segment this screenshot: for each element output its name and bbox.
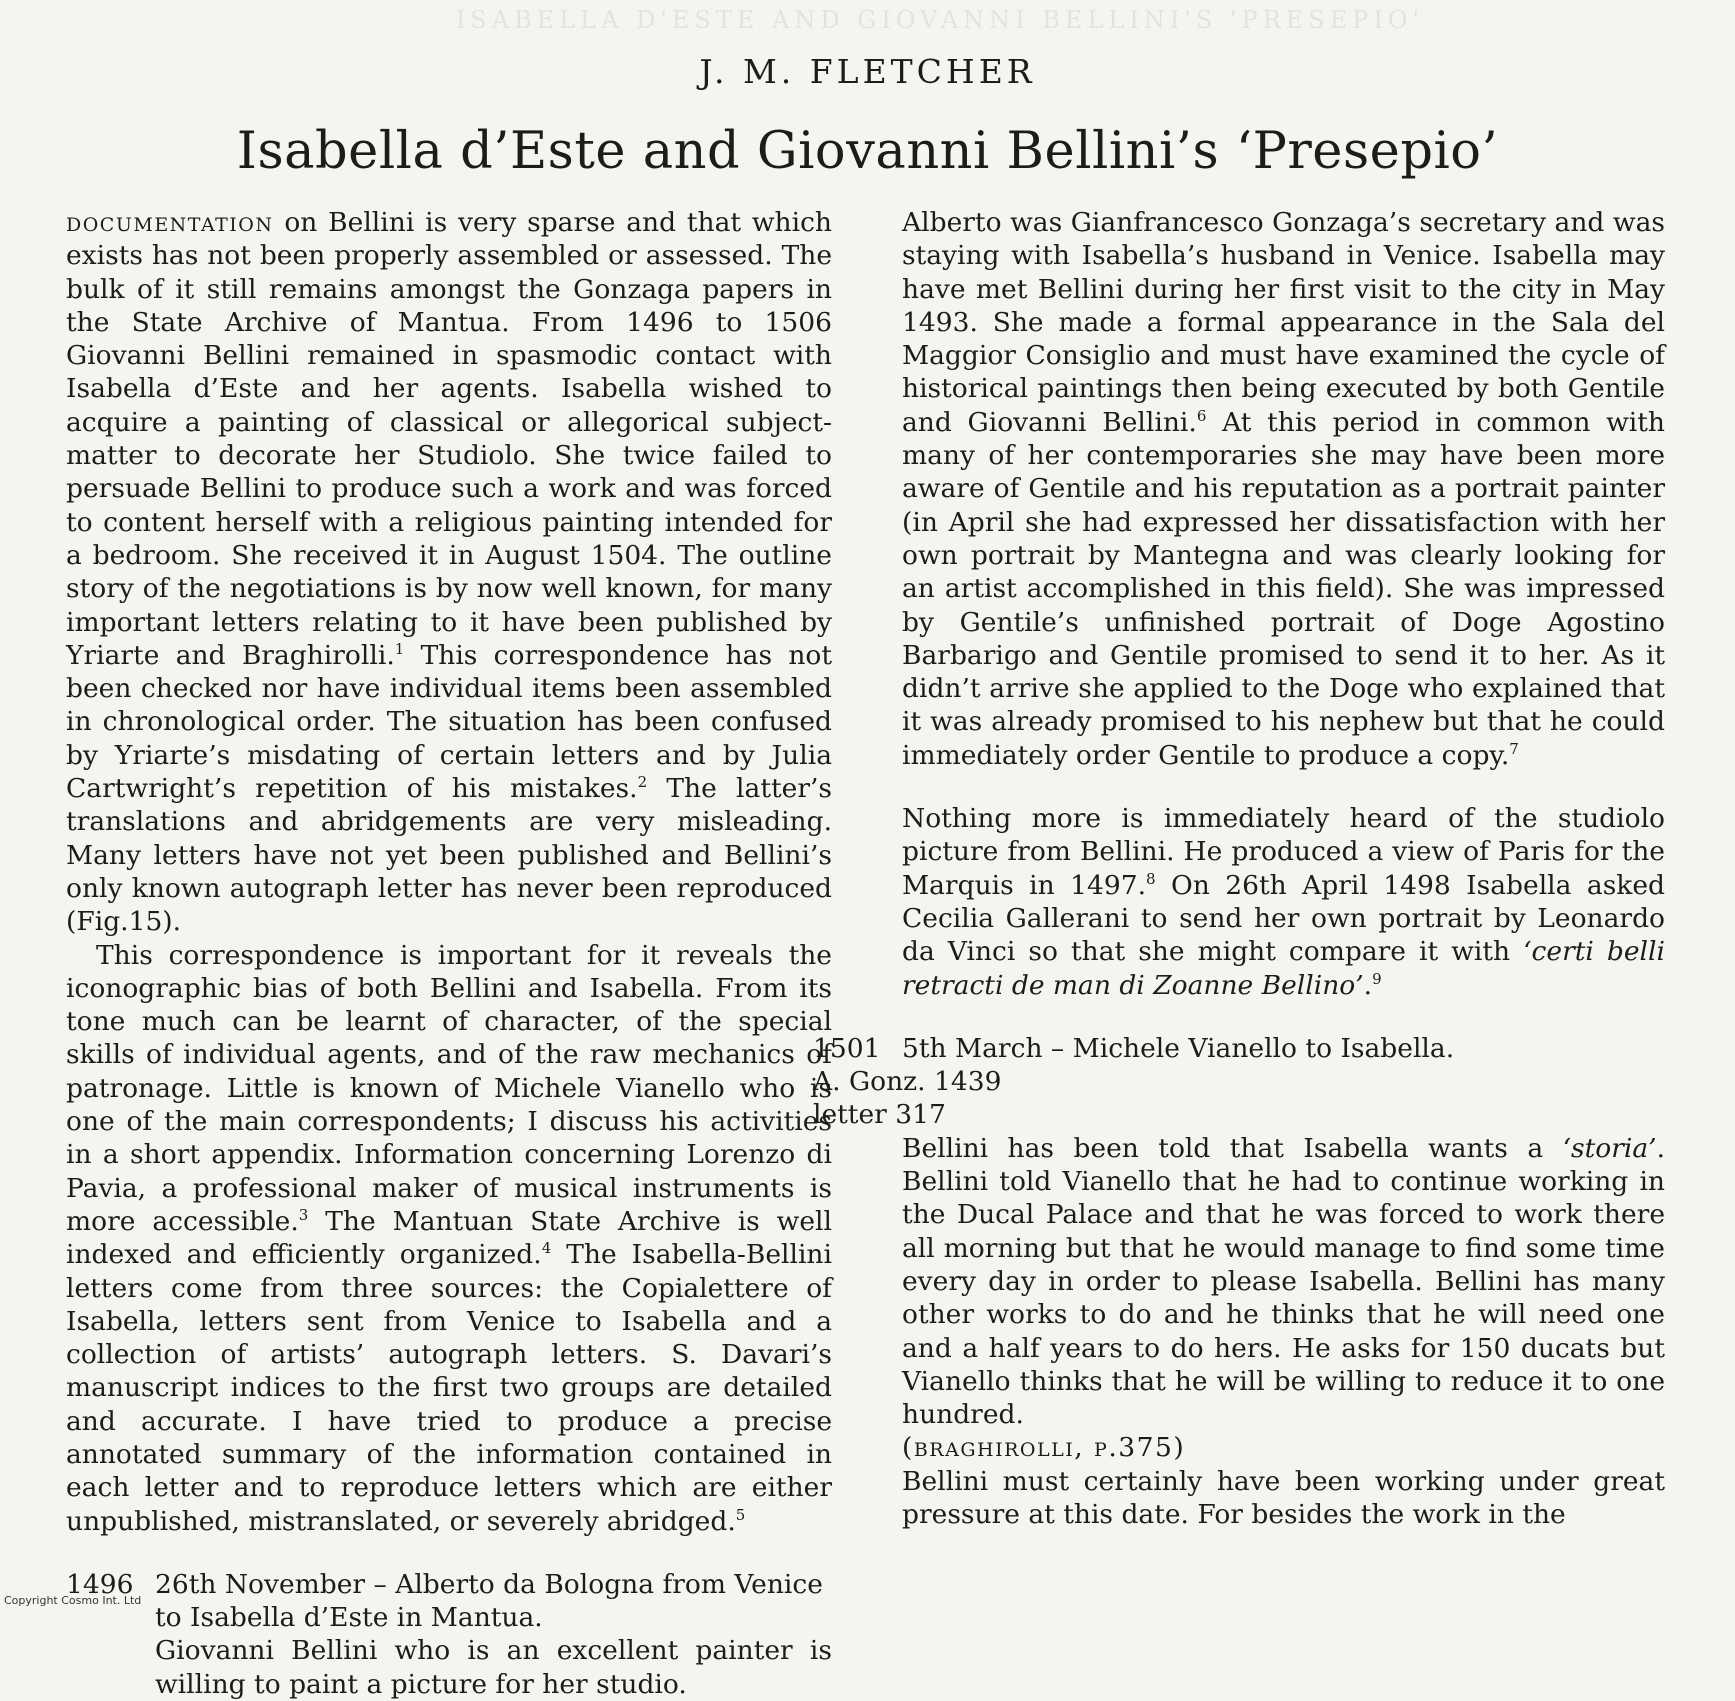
- copyright-watermark: Copyright Cosmo Int. Ltd: [4, 1594, 142, 1607]
- body-paragraph: Bellini must certainly have been working under great pressure at this date. For besides the work in the: [902, 1465, 1665, 1530]
- right-p2-end: .: [1363, 969, 1373, 1001]
- footnote-ref[interactable]: 4: [541, 1239, 552, 1258]
- para2-text-b: The Mantuan State Archive is well indexed and efficiently organized.: [66, 1205, 833, 1271]
- footnote-ref[interactable]: 1: [394, 640, 405, 659]
- footnote-ref[interactable]: 7: [1509, 739, 1519, 758]
- bleed-through-running-head: ISABELLA D'ESTE AND GIOVANNI BELLINI'S 'PRESEPIO': [455, 6, 1425, 34]
- italic-quote: ‘certi belli retracti de man di Zoanne Bellino’: [902, 936, 1665, 1001]
- intro-text-b: This correspondence has not been checked nor have individual items been assembled in chronological order. The situation has been confused by Yriarte’s misdating of certain letters and by Julia Cartwright’s repetition of his mistakes.: [66, 639, 832, 805]
- entry-year: 1501: [813, 1032, 881, 1064]
- archive-ref-line: letter 317: [813, 1099, 946, 1131]
- intro-text-c: The latter’s translations and abridgements are very misleading. Many letters have not yet been published and Bellini’s only known autograph letter has never been reproduced (Fig.15).: [66, 773, 833, 938]
- entry-summary: [902, 1132, 1665, 1432]
- right-p1-text-b: At this period in common with many of her contemporaries she may have been more aware of Gentile and his reputation as a portrait painter (in April she had expressed her dissatisfaction with her own portrait by Mantegna and was clearly looking for an artist accomplished in this field). She was impressed by Gentile’s unfinished portrait of Doge Agostino Barbarigo and Gentile promised to send it to her. As it didn’t arrive she applied to the Doge who explained that it was already promised to his nephew but that he could immediately order Gentile to produce a copy.: [902, 406, 1665, 771]
- author-name: J. M. FLETCHER: [699, 52, 1036, 91]
- footnote-ref[interactable]: 9: [1372, 969, 1382, 988]
- entry-heading: 26th November – Alberto da Bologna from Venice to Isabella d’Este in Mantua.: [155, 1568, 823, 1634]
- letter-entry: [66, 1568, 832, 1701]
- footnote-ref[interactable]: 8: [1146, 869, 1156, 888]
- letter-entry: [813, 1032, 1665, 1132]
- body-paragraph: [66, 939, 832, 1538]
- entry-heading: 5th March – Michele Vianello to Isabella.: [902, 1032, 1455, 1064]
- footnote-ref[interactable]: 3: [298, 1206, 309, 1225]
- article-title: Isabella d’Este and Giovanni Bellini’s ‘Presepio’: [236, 122, 1499, 181]
- italic-word: ‘storia’: [1562, 1132, 1657, 1164]
- right-p1-text-a: Alberto was Gianfrancesco Gonzaga’s secretary and was staying with Isabella’s husband in Venice. Isabella may have met Bellini during her first visit to the city in May 1493. She made a formal appearance in the Sala del Maggior Consiglio and must have examined the cycle of historical paintings then being executed by both Gentile and Giovanni Bellini.: [902, 207, 1665, 438]
- archive-reference: [813, 1065, 1665, 1132]
- para2-text-a: This correspondence is important for it reveals the iconographic bias of both Bellini and Isabella. From its tone much can be learnt of character, of the special skills of individual agents, and of the raw mechanics of patronage. Little is known of Michele Vianello who is one of the main correspondents; I discuss his activities in a short appendix. Information concerning Lorenzo di Pavia, a professional maker of musical instruments is more accessible.: [66, 939, 832, 1237]
- para2-text-c: The Isabella-Bellini letters come from three sources: the Copialettere of Isabella, letters sent from Venice to Isabella and a collection of artists’ autograph letters. S. Davari’s manuscript indices to the first two groups are detailed and accurate. I have tried to produce a precise annotated summary of the information contained in each letter and to reproduce letters which are either unpublished, mistranslated, or severely abridged.: [66, 1239, 832, 1537]
- right-column: [813, 206, 1665, 1531]
- drop-lead-word: documentation: [66, 207, 274, 238]
- archive-ref-line: A. Gonz. 1439: [813, 1066, 1002, 1098]
- intro-paragraph: [66, 206, 832, 939]
- entry2-text-a: Bellini has been told that Isabella wants a: [902, 1132, 1563, 1164]
- body-paragraph: [902, 802, 1665, 1002]
- citation: (braghirolli, p.375): [902, 1432, 1186, 1464]
- entry-summary: Giovanni Bellini who is an excellent painter is willing to paint a picture for her studio.: [155, 1635, 832, 1700]
- right-p2-text-a: Nothing more is immediately heard of the studiolo picture from Bellini. He produced a view of Paris for the Marquis in 1497.: [902, 803, 1665, 901]
- footnote-ref[interactable]: 6: [1196, 406, 1207, 425]
- footnote-ref[interactable]: 2: [637, 773, 648, 792]
- entry-year: 1496: [66, 1568, 134, 1600]
- footnote-ref[interactable]: 5: [735, 1505, 746, 1524]
- intro-text-a: on Bellini is very sparse and that which exists has not been properly assembled or assessed. The bulk of it still remains amongst the Gonzaga papers in the State Archive of Mantua. From 1496 to 1506 Giovanni Bellini remained in spasmodic contact with Isabella d’Este and her agents. Isabella wished to acquire a painting of classical or allegorical subject-matter to decorate her Studiolo. She twice failed to persuade Bellini to produce such a work and was forced to content herself with a religious painting intended for a bedroom. She received it in August 1504. The outline story of the negotiations is by now well known, for many important letters relating to it have been published by Yriarte and Braghirolli.: [66, 207, 832, 671]
- right-p2-text-b: On 26th April 1498 Isabella asked Cecilia Gallerani to send her own portrait by Leonardo da Vinci so that she might compare it with: [902, 869, 1665, 968]
- entry2-text-b: . Bellini told Vianello that he had to continue working in the Ducal Palace and that he was forced to work there all morning but that he would manage to find some time every day in order to please Isabella. Bellini has many other works to do and he thinks that he will need one and a half years to do hers. He asks for 150 ducats but Vianello thinks that he will be willing to reduce it to one hundred.: [902, 1132, 1665, 1431]
- body-paragraph: [902, 206, 1665, 772]
- left-column: [66, 206, 832, 1701]
